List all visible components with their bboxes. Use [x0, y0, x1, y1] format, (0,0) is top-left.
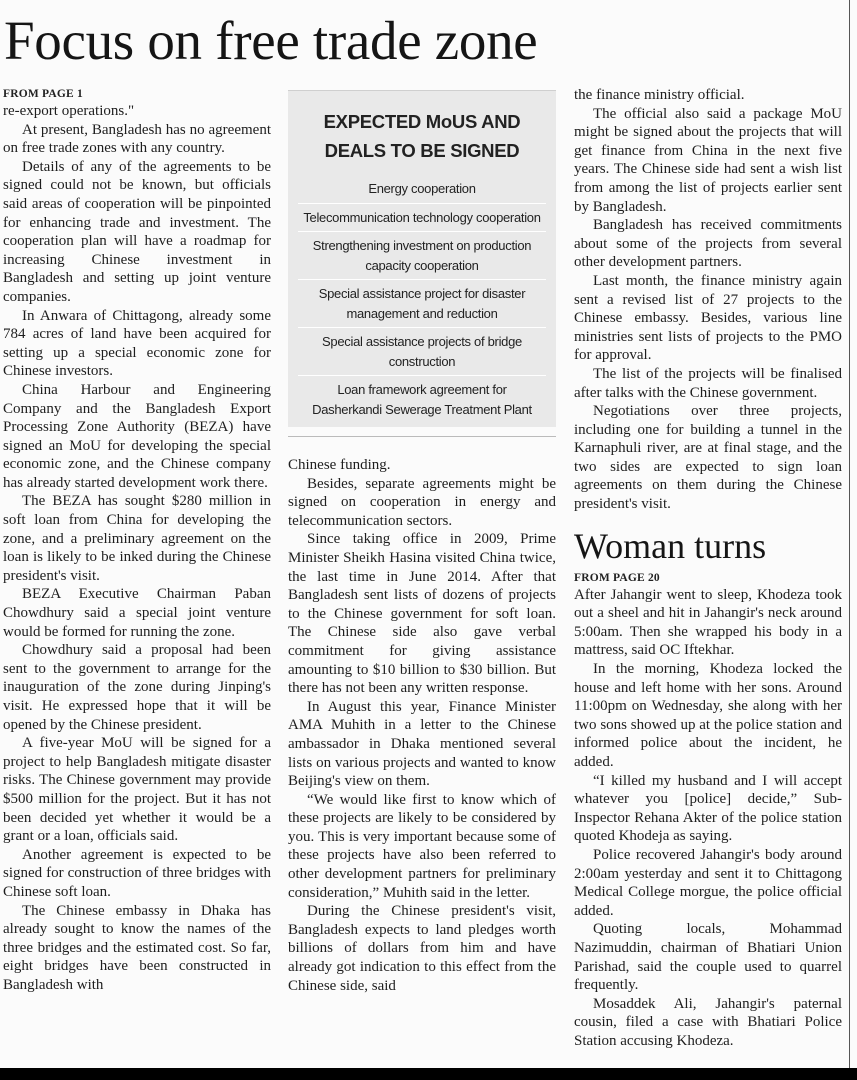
article-column-3: [574, 86, 842, 1066]
box-item: Energy cooperation: [298, 175, 546, 204]
paragraph: Mosaddek Ali, Jahangir's paternal cousin, filed a case with Bhatiari Police Station accusing Khodeza.: [574, 995, 842, 1049]
paragraph: Details of any of the agreements to be signed could not be known, but officials said areas of cooperation will be pinpointed for enhancing trade and investment. The cooperation plan will have a roadmap for increasing Chinese investment in Bangladesh and setting up joint venture companies.: [3, 158, 271, 305]
paragraph: “We would like first to know which of these projects are likely to be considered by you. This is very important because some of these projects have also been referred to other development partners for preliminary consideration,” Muhith said in the letter.: [288, 791, 556, 901]
paragraph: China Harbour and Engineering Company and the Bangladesh Export Processing Zone Authority (BEZA) have signed an MoU for developing the special economic zone, and the Chinese company has already started development work there.: [3, 381, 271, 491]
paragraph: A five-year MoU will be signed for a project to help Bangladesh mitigate disaster risks. The Chinese government may provide $500 million for the project. But it has not been decided yet whether it would be a grant or a loan, officials said.: [3, 735, 271, 845]
paragraph: Besides, separate agreements might be signed on cooperation in energy and telecommunication sectors.: [288, 475, 556, 529]
from-page-label: FROM PAGE 20: [574, 571, 660, 584]
from-page-label: FROM PAGE 1: [3, 88, 83, 100]
paragraph: The Chinese embassy in Dhaka has already sought to know the names of the three bridges and the estimated cost. So far, eight bridges have been constructed in Bangladesh with: [3, 902, 271, 993]
box-item: Special assistance projects of bridge construction: [298, 328, 546, 376]
paragraph: BEZA Executive Chairman Paban Chowdhury said a special joint venture would be formed for running the zone.: [3, 586, 271, 640]
paragraph: The list of the projects will be finalised after talks with the Chinese government.: [574, 365, 842, 401]
paragraph: “I killed my husband and I will accept whatever you [police] decide,” Sub-Inspector Rehana Akter of the police station quoted Khodeja as saying.: [574, 772, 842, 845]
box-divider: [288, 436, 556, 437]
paragraph: The official also said a package MoU might be signed about the projects that will get finance from China in the next five years. The Chinese side had sent a wish list from among the list of projects earlier sent by Bangladesh.: [574, 105, 842, 215]
paragraph: re-export operations.": [3, 103, 135, 119]
box-item: Strengthening investment on production capacity cooperation: [298, 232, 546, 280]
box-item: Loan framework agreement for Dasherkandi Sewerage Treatment Plant: [312, 382, 532, 417]
bottom-edge: [0, 1068, 857, 1080]
main-headline: Focus on free trade zone: [4, 10, 538, 71]
paragraph: Bangladesh has received commitments about some of the projects from several other development partners.: [574, 217, 842, 271]
box-item: Telecommunication technology cooperation: [298, 204, 546, 233]
box-title: EXPECTED MoUS AND DEALS TO BE SIGNED: [323, 111, 521, 161]
paragraph: Last month, the finance ministry again sent a revised list of 27 projects to the Chinese embassy. Besides, various line ministries sent lists of projects to the PMO for approval.: [574, 272, 842, 364]
paragraph: Quoting locals, Mohammad Nazimuddin, chairman of Bhatiari Union Parishad, said the couple used to quarrel frequently.: [574, 921, 842, 994]
box-item-list: [298, 175, 546, 423]
paragraph: Police recovered Jahangir's body around 2:00am yesterday and sent it to Chittagong Medical College morgue, the police official added.: [574, 846, 842, 919]
box-item: Special assistance project for disaster management and reduction: [298, 280, 546, 328]
paragraph: In August this year, Finance Minister AMA Muhith in a letter to the Chinese ambassador in Dhaka mentioned several lists on various projects and wanted to know Beijing's view on them.: [288, 698, 556, 790]
article-column-1: [3, 86, 271, 1066]
paragraph: In Anwara of Chittagong, already some 784 acres of land have been acquired for setting up a special economic zone for Chinese investors.: [3, 307, 271, 380]
paragraph: In the morning, Khodeza locked the house and left home with her sons. Around 11:00pm on Wednesday, she along with her two sons showed up at the police station and informed police about the incident, he added.: [574, 661, 842, 770]
expected-deals-box: [288, 90, 556, 427]
paragraph: At present, Bangladesh has no agreement on free trade zones with any country.: [3, 121, 271, 157]
article-column-2: [288, 456, 556, 1066]
paragraph: Negotiations over three projects, including one for building a tunnel in the Karnaphuli river, are at final stage, and the two sides are expected to sign loan agreements on them during the Chinese president's visit.: [574, 403, 842, 513]
paragraph: The BEZA has sought $280 million in soft loan from China for developing the zone, and a preliminary agreement on the loan is likely to be inked during the Chinese president's visit.: [3, 493, 271, 584]
paragraph: the finance ministry official.: [574, 87, 745, 103]
second-article-headline: Woman turns: [574, 525, 767, 566]
paragraph: Chowdhury said a proposal had been sent to the government to arrange for the inauguration of the zone during Jinping's visit. He expressed hope that it will be opened by the Chinese president.: [3, 642, 271, 733]
paragraph: Another agreement is expected to be signed for construction of three bridges with Chinese soft loan.: [3, 846, 271, 900]
paragraph: Since taking office in 2009, Prime Minister Sheikh Hasina visited China twice, the last time in June 2014. After that Bangladesh sent lists of dozens of projects to the Chinese government for soft loan. The Chinese side also gave verbal commitment for giving assistance amounting to $10 billion to $30 billion. But there has not been any written response.: [288, 531, 556, 697]
paragraph: During the Chinese president's visit, Bangladesh expects to land pledges worth billions of dollars from him and have already got indication to this effect from the Chinese side, said: [288, 903, 556, 994]
paragraph: After Jahangir went to sleep, Khodeza took out a sheel and hit in Jahangir's neck around 5:00am. Then she wrapped his body in a mattress, said OC Iftekhar.: [574, 586, 842, 659]
paragraph: Chinese funding.: [288, 457, 391, 473]
page-edge-rule: [849, 0, 850, 1080]
